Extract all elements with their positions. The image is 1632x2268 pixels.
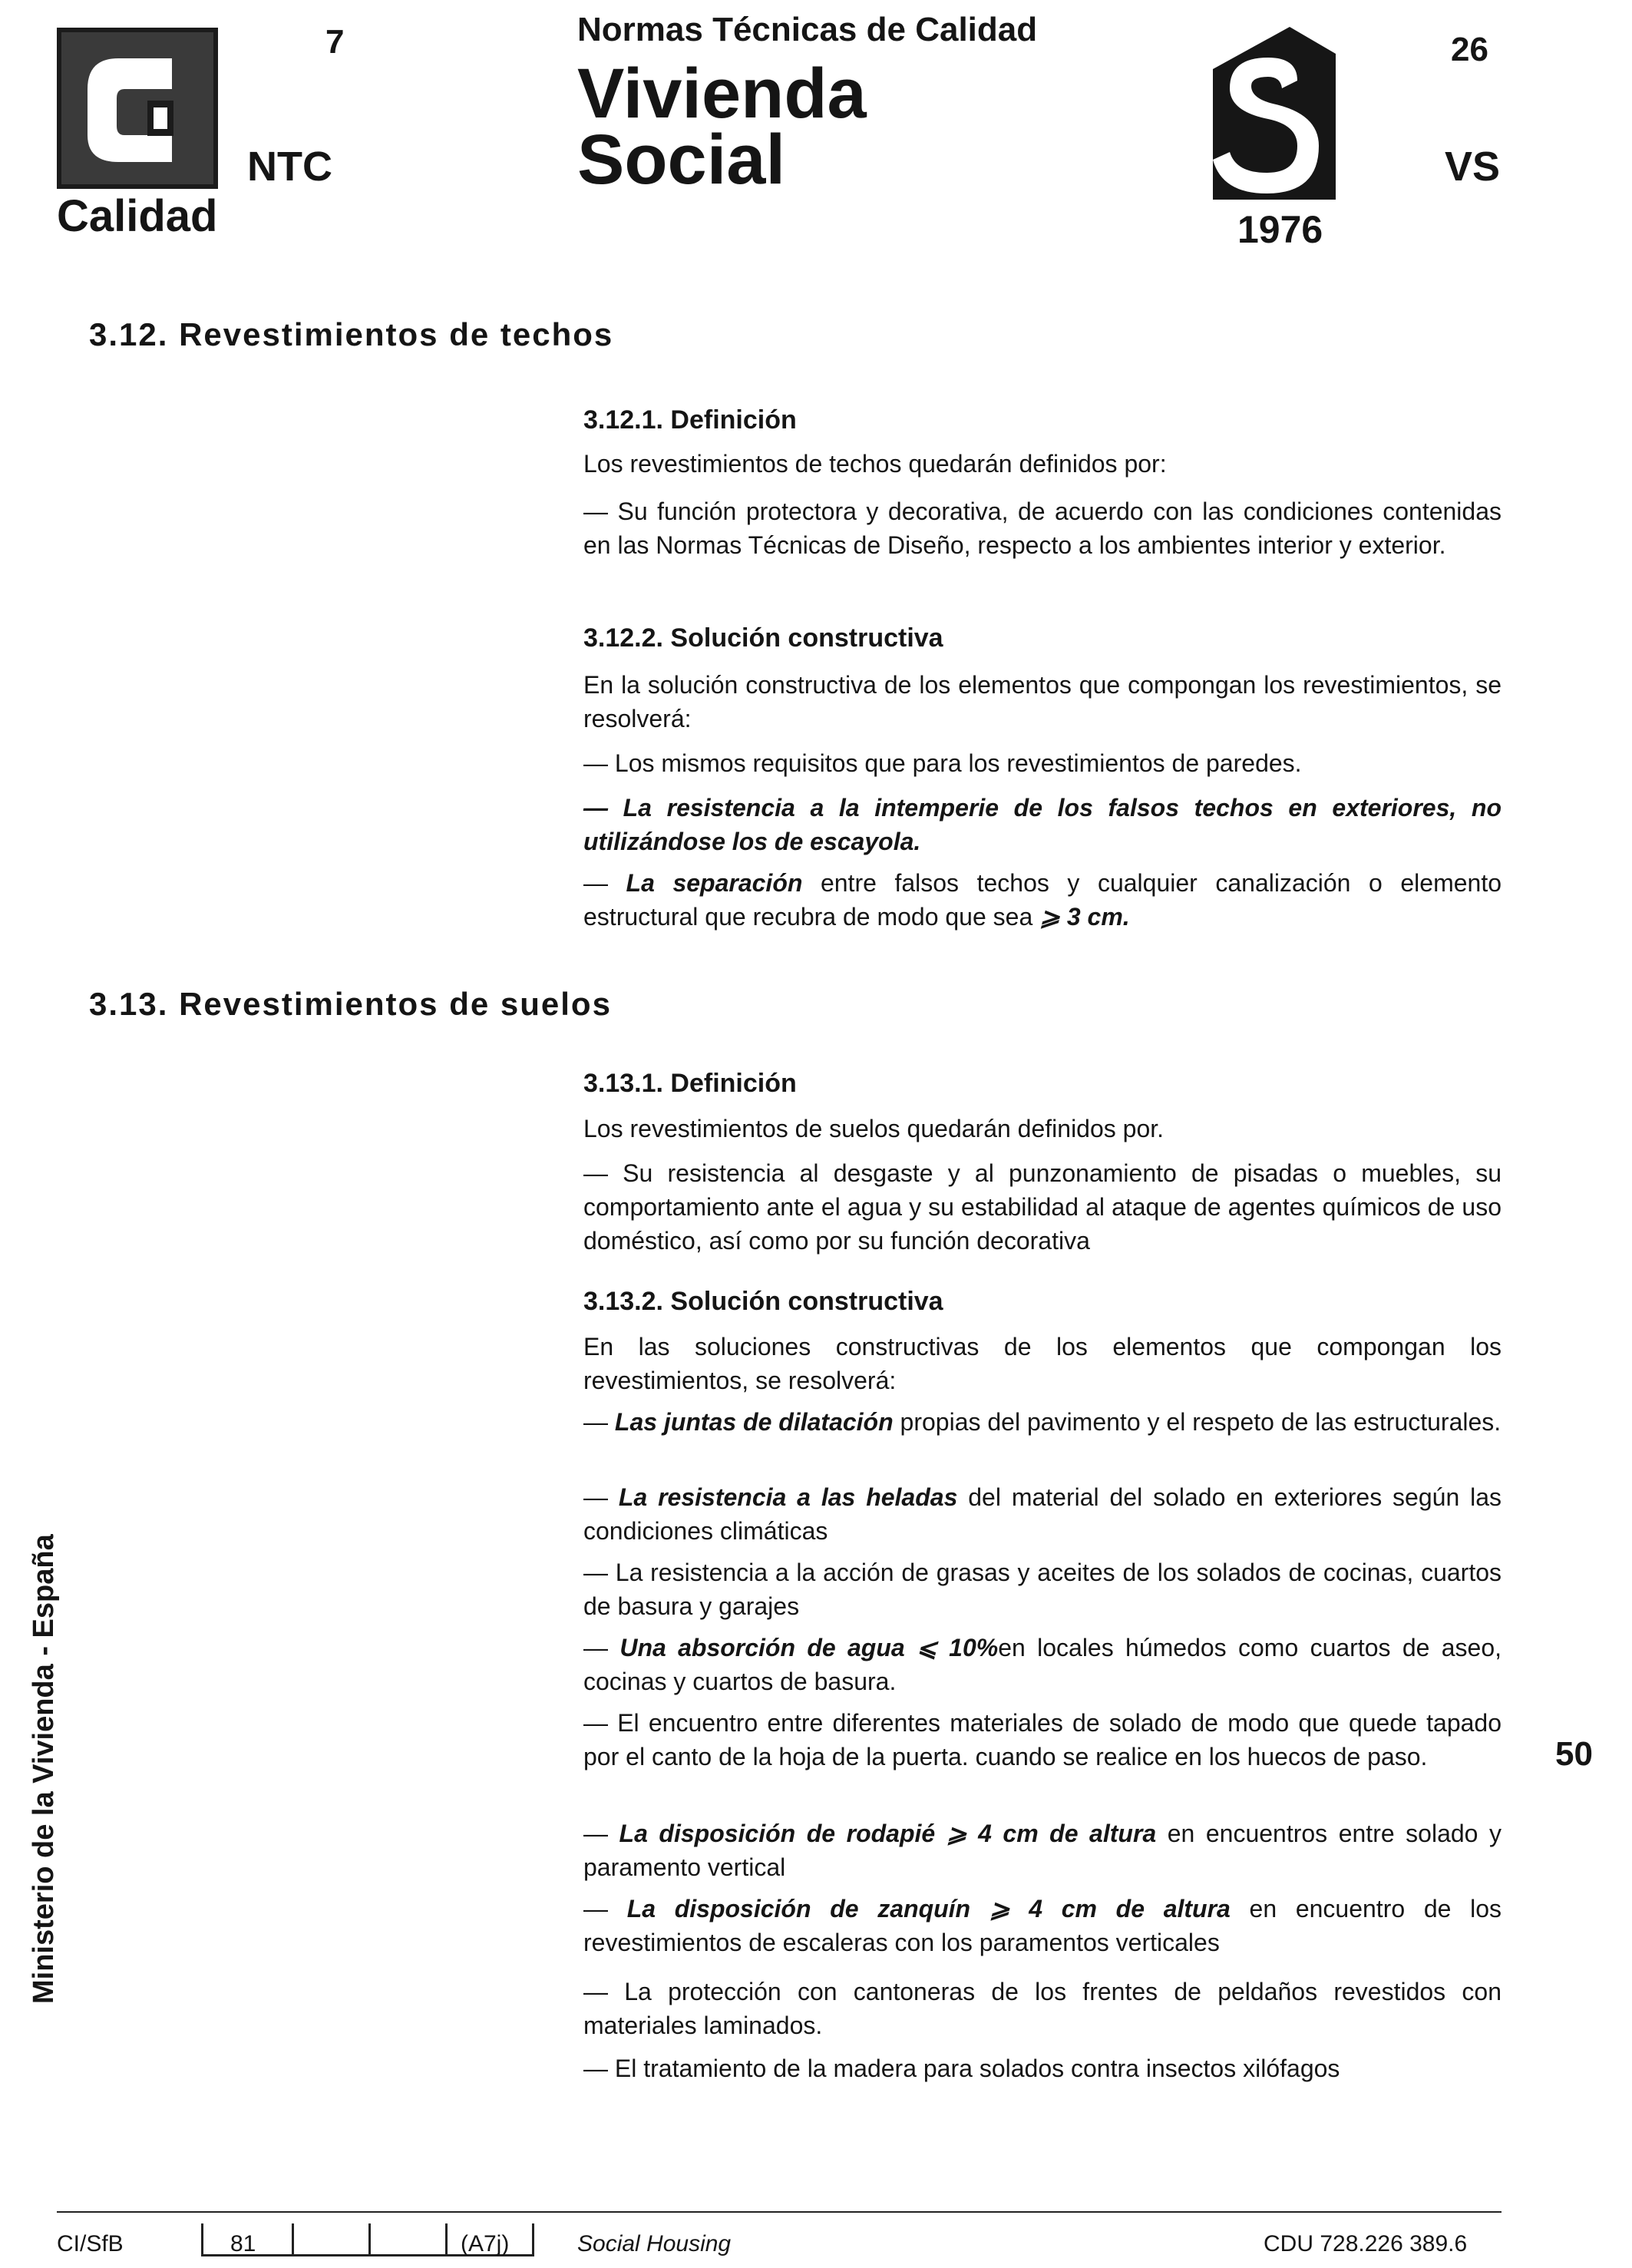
text: en encuentro de los revestimientos de escaleras con los paramentos verticales (583, 1895, 1502, 1956)
paragraph: — La disposición de zanquín ⩾ 4 cm de altura en encuentro de los revestimientos de escaleras con los paramentos verticales (583, 1895, 1502, 1956)
social-housing-label: Social Housing (577, 2231, 732, 2256)
paragraph: — La disposición de rodapié ⩾ 4 cm de altura en encuentros entre solado y paramento vertical (583, 1820, 1502, 1881)
cisfb-box-2 (292, 2223, 371, 2256)
paragraph: — Una absorción de agua ⩽ 10%en locales húmedos como cuartos de aseo, cocinas y cuartos de basura. (583, 1634, 1502, 1695)
title-line1: Vivienda (577, 55, 867, 133)
ministry-side-text: Ministerio de la Vivienda - España (28, 1534, 60, 2004)
paragraph: — El encuentro entre diferentes materiales de solado de modo que quede tapado por el canto de la hoja de la puerta. cuando se realice en los huecos de paso. (583, 1709, 1502, 1770)
footer-rule (57, 2211, 1502, 2213)
paragraph: — La resistencia a la acción de grasas y aceites de los solados de cocinas, cuartos de basura y garajes (583, 1559, 1502, 1620)
right-number: 26 (1451, 31, 1488, 68)
paragraph: — Los mismos requisitos que para los revestimientos de paredes. (583, 749, 1302, 777)
text: en encuentros entre solado y paramento vertical (583, 1820, 1502, 1881)
paragraph: Los revestimientos de techos quedarán definidos por: (583, 450, 1167, 478)
section-heading-3-13: 3.13. Revestimientos de suelos (89, 986, 612, 1022)
subheading-3-12-2: 3.12.2. Solución constructiva (583, 623, 943, 653)
paragraph: En las soluciones constructivas de los elementos que compongan los revestimientos, se resolverá: (583, 1333, 1502, 1394)
emphasis: ⩾ 3 cm. (1039, 903, 1130, 931)
cisfb-box-1-value: 81 (230, 2231, 256, 2256)
paragraph: Los revestimientos de suelos quedarán definidos por. (583, 1115, 1165, 1142)
cisfb-box-4-value: (A7j) (461, 2231, 510, 2256)
emphasis: La disposición de zanquín ⩾ 4 cm de altura (626, 1895, 1231, 1923)
calidad-logo (57, 28, 218, 189)
title-line2: Social (577, 121, 786, 199)
subheading-3-12-1: 3.12.1. Definición (583, 405, 797, 435)
emphasis: La separación (626, 869, 803, 897)
emphasis: Las juntas de dilatación (614, 1408, 894, 1436)
title-small: Normas Técnicas de Calidad (577, 11, 1038, 48)
cdu-code: CDU 728.226 389.6 (1264, 2231, 1468, 2256)
paragraph: — El tratamiento de la madera para solados contra insectos xilófagos (583, 2055, 1340, 2082)
year: 1976 (1237, 208, 1323, 251)
paragraph: — La resistencia a la intemperie de los falsos techos en exteriores, no utilizándose los de escayola. (583, 794, 1502, 855)
text: en locales húmedos como cuartos de aseo, cocinas y cuartos de basura. (583, 1634, 1502, 1695)
subheading-3-13-1: 3.13.1. Definición (583, 1069, 797, 1098)
cisfb-label: CI/SfB (57, 2231, 124, 2256)
left-number: 7 (325, 23, 345, 61)
text: propias del pavimento y el respeto de las estructurales. (893, 1408, 1502, 1436)
ntc-label: NTC (247, 144, 332, 190)
vivienda-social-logo (1182, 23, 1366, 200)
text: del material del solado en exteriores según las condiciones climáticas (583, 1483, 1502, 1545)
paragraph: En la solución constructiva de los elementos que compongan los revestimientos, se resolverá: (583, 671, 1502, 732)
paragraph: — La protección con cantoneras de los frentes de peldaños revestidos con materiales laminados. (583, 1978, 1502, 2039)
text: entre falsos techos y cualquier canalización o elemento estructural que recubra de modo que sea (583, 869, 1502, 931)
section-heading-3-12: 3.12. Revestimientos de techos (89, 316, 614, 352)
emphasis: Una absorción de agua ⩽ 10% (619, 1634, 999, 1661)
cisfb-box-3 (368, 2223, 448, 2256)
vs-label: VS (1445, 144, 1501, 190)
emphasis: La disposición de rodapié ⩾ 4 cm de altura (619, 1820, 1157, 1847)
paragraph: — La resistencia a las heladas del material del solado en exteriores según las condiciones climáticas (583, 1483, 1502, 1545)
paragraph: — Las juntas de dilatación propias del pavimento y el respeto de las estructurales. (583, 1408, 1502, 1436)
calidad-label: Calidad (57, 191, 218, 241)
paragraph: — La separación entre falsos techos y cualquier canalización o elemento estructural que recubra de modo que sea ⩾ 3 cm. (583, 869, 1502, 931)
subheading-3-13-2: 3.13.2. Solución constructiva (583, 1287, 943, 1316)
page-number: 50 (1555, 1735, 1593, 1773)
emphasis: La resistencia a las heladas (618, 1483, 958, 1511)
paragraph: — Su resistencia al desgaste y al punzonamiento de pisadas o muebles, su comportamiento ante el agua y su estabilidad al ataque de agentes químicos de uso doméstico, así como por su función decorativa (583, 1159, 1502, 1255)
paragraph: — Su función protectora y decorativa, de acuerdo con las condiciones contenidas en las Normas Técnicas de Diseño, respecto a los ambientes interior y exterior. (583, 498, 1502, 559)
